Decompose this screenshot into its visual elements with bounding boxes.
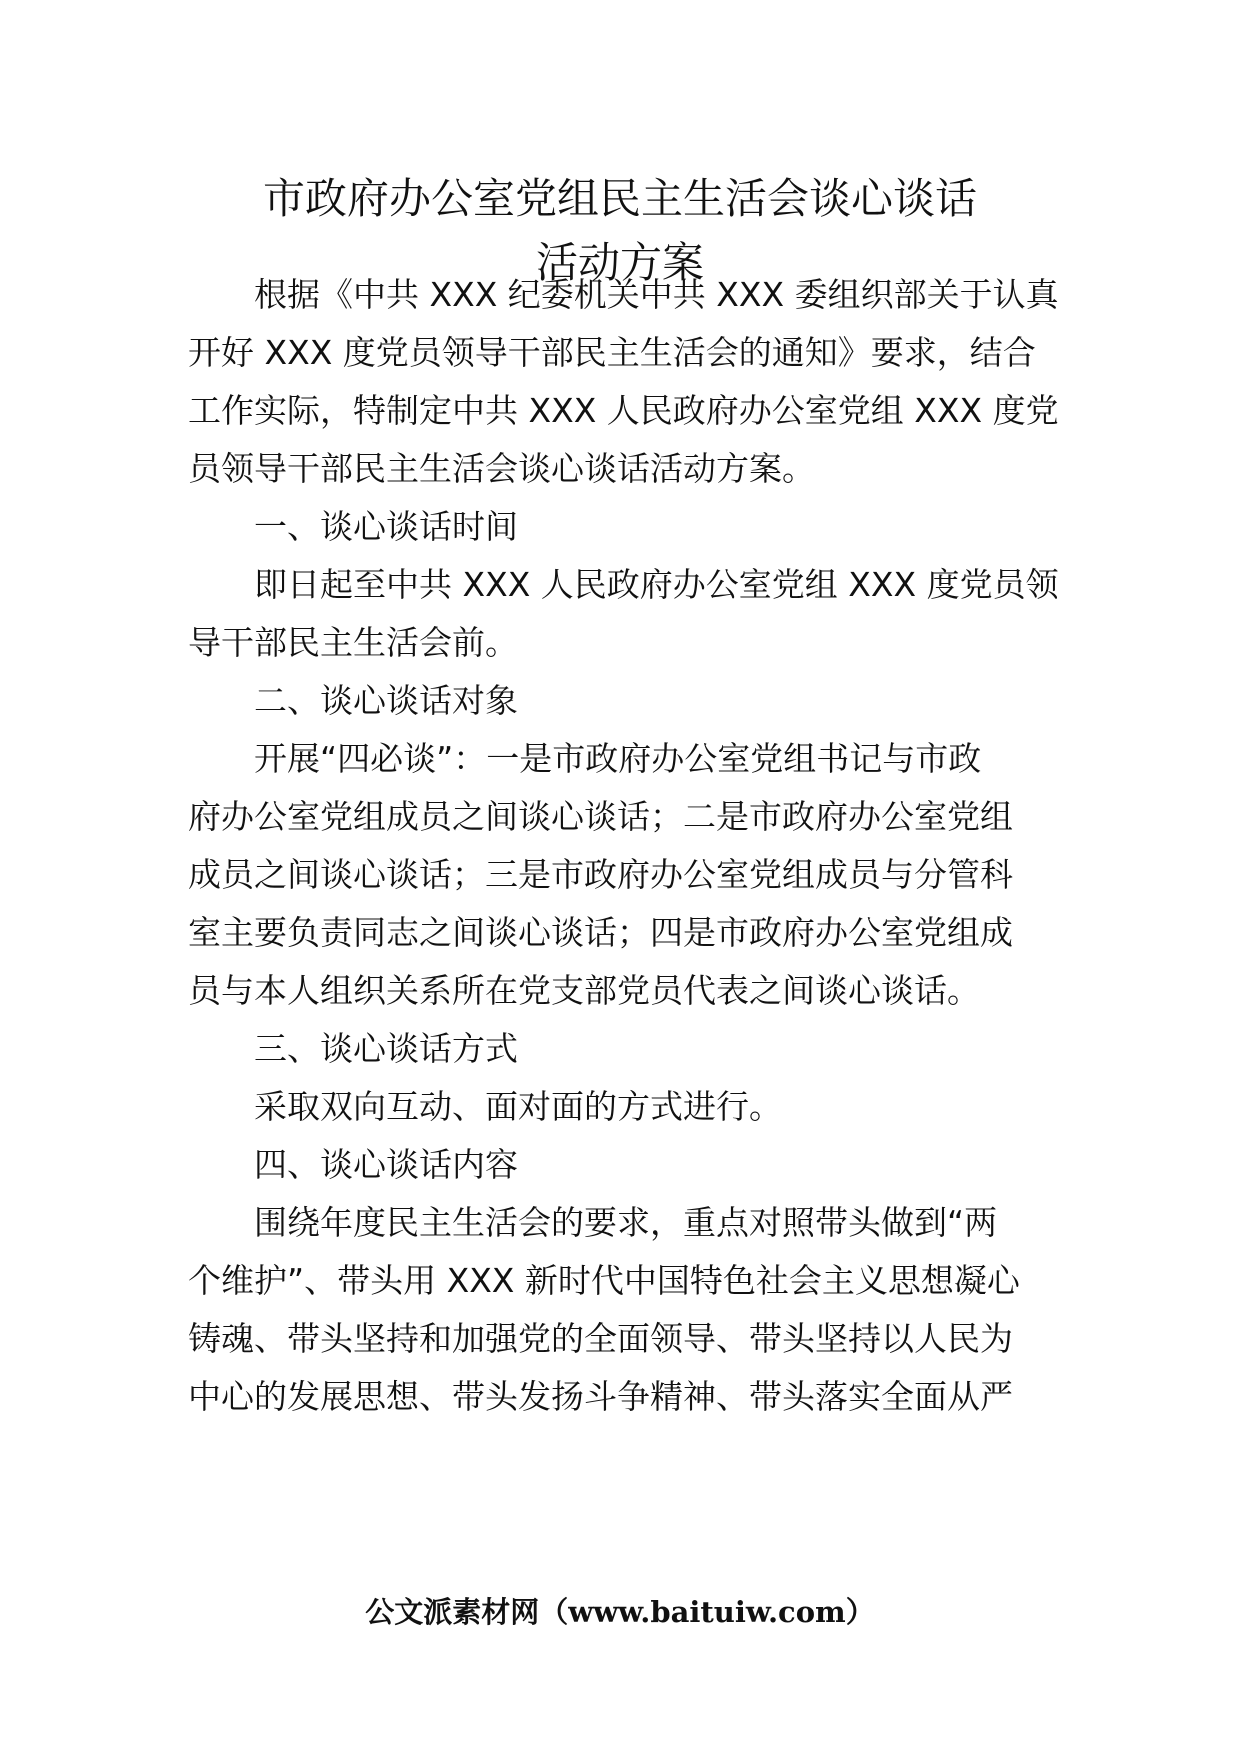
section-body-line: 开展“四必谈”：一是市政府办公室党组书记与市政 [254,739,982,778]
section-body-line: 围绕年度民主生活会的要求，重点对照带头做到“两 [254,1203,998,1242]
section-body-line: 导干部民主生活会前。 [188,623,518,662]
section-heading-targets: 二、谈心谈话对象 [254,681,518,720]
section-heading-time: 一、谈心谈话时间 [254,507,518,546]
section-body-line: 成员之间谈心谈话；三是市政府办公室党组成员与分管科 [188,855,1013,894]
section-body-line: 员与本人组织关系所在党支部党员代表之间谈心谈话。 [188,971,980,1010]
intro-line: 开好 XXX 度党员领导干部民主生活会的通知》要求，结合 [188,333,1036,372]
section-body-line: 府办公室党组成员之间谈心谈话；二是市政府办公室党组 [188,797,1013,836]
section-body-line: 采取双向互动、面对面的方式进行。 [254,1087,782,1126]
intro-line: 员领导干部民主生活会谈心谈话活动方案。 [188,449,815,488]
document-title-line-1: 市政府办公室党组民主生活会谈心谈话 [262,174,977,223]
section-body-line: 室主要负责同志之间谈心谈话；四是市政府办公室党组成 [188,913,1013,952]
intro-line: 根据《中共 XXX 纪委机关中共 XXX 委组织部关于认真 [254,275,1059,314]
document-title-line-2: 活动方案 [535,238,704,287]
section-heading-method: 三、谈心谈话方式 [254,1029,518,1068]
section-body-line: 铸魂、带头坚持和加强党的全面领导、带头坚持以人民为 [188,1319,1013,1358]
footer-watermark: 公文派素材网（www.baituiw.com） [365,1595,875,1629]
section-body-line: 个维护”、带头用 XXX 新时代中国特色社会主义思想凝心 [188,1261,1020,1300]
section-body-line: 即日起至中共 XXX 人民政府办公室党组 XXX 度党员领 [254,565,1059,604]
section-body-line: 中心的发展思想、带头发扬斗争精神、带头落实全面从严 [188,1377,1013,1416]
intro-line: 工作实际，特制定中共 XXX 人民政府办公室党组 XXX 度党 [188,391,1059,430]
section-heading-content: 四、谈心谈话内容 [254,1145,518,1184]
